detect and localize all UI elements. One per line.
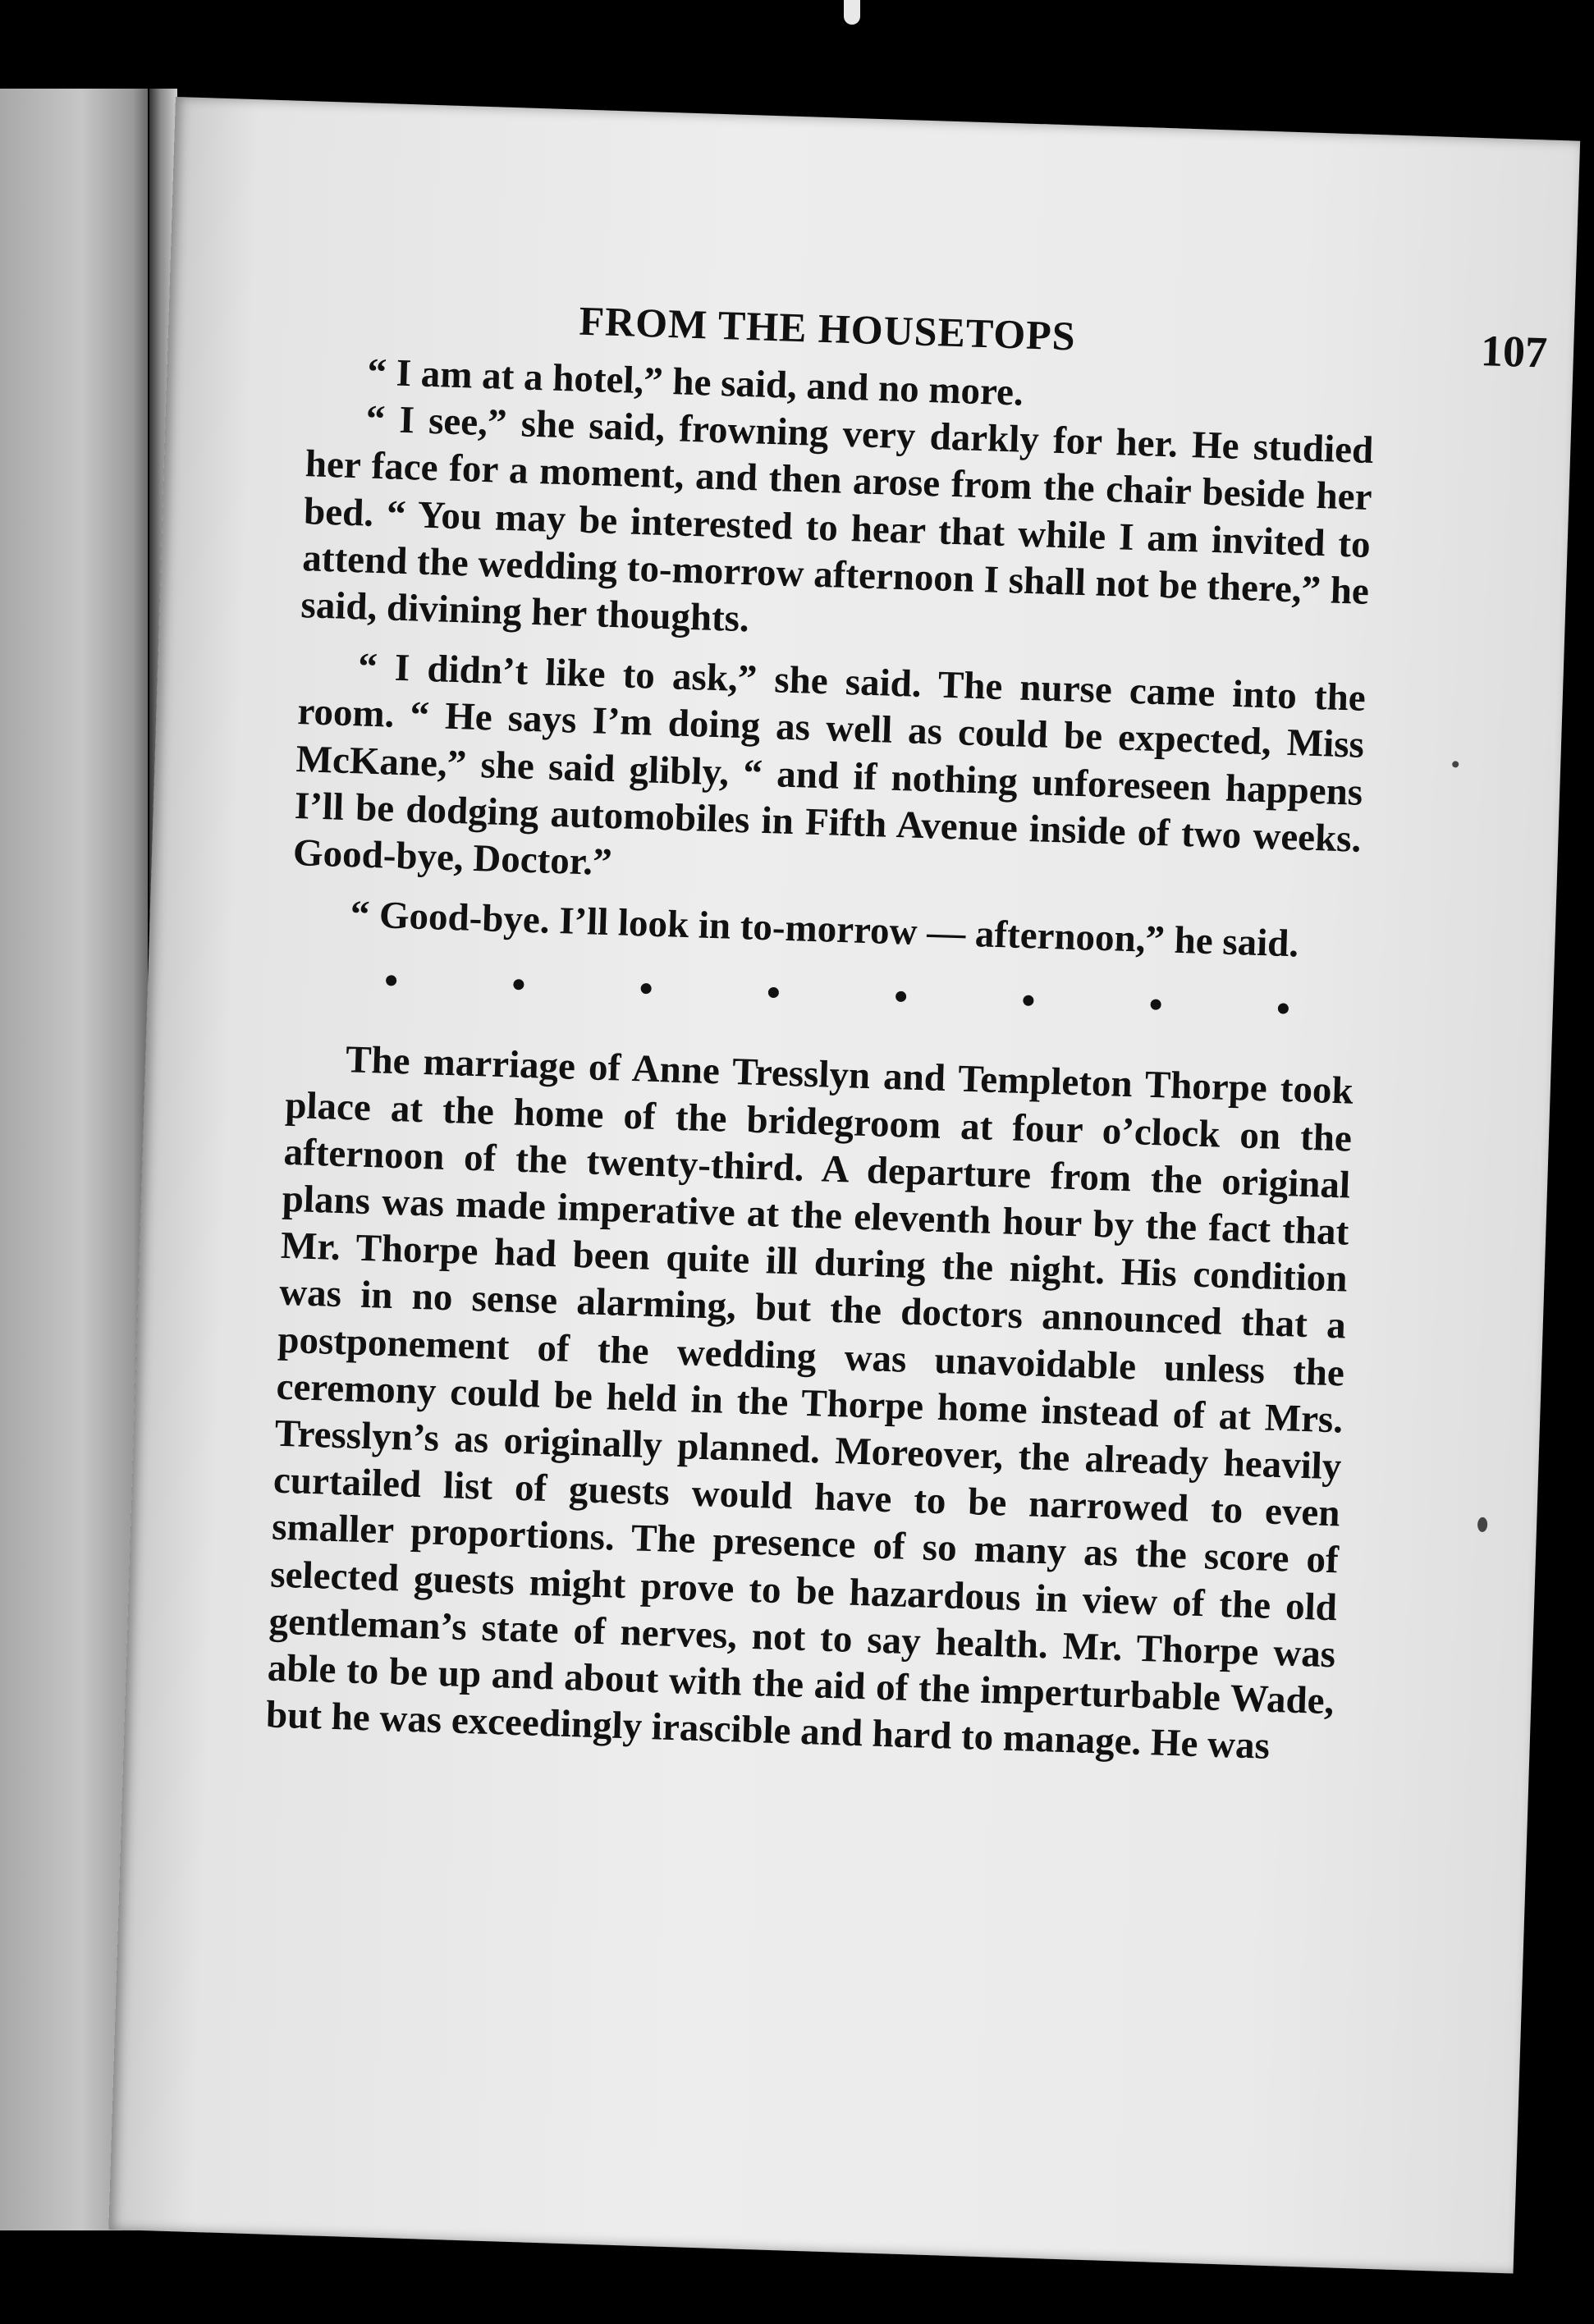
scan-mark bbox=[844, 0, 860, 25]
paragraph: “ I see,” she said, frowning very darkly for her. He studied her face for a moment, and then arose from the chair beside her bed. “ You may be interested to hear that while I am invited to attend the wedding to-morrow afternoon I shall not be there,” he said, divining her thoughts. bbox=[300, 397, 1374, 641]
page-number: 107 bbox=[1480, 326, 1548, 377]
section-break-dot: • bbox=[638, 967, 654, 1012]
section-break-dot: • bbox=[1276, 987, 1291, 1032]
section-break-dot: • bbox=[383, 958, 399, 1004]
scan-speck bbox=[1452, 761, 1459, 767]
section-break-dot: • bbox=[1147, 983, 1164, 1027]
paragraph: “ I didn’t like to ask,” she said. The nurse came into the room. “ He says I’m doing as well as could be expected, Miss McKane,” she said glibly, “ and if nothing unforeseen happens I’ll be dodging automobiles in Fifth Avenue inside of two weeks. Good-bye, Doctor.” bbox=[292, 645, 1367, 885]
paragraph: “ Good-bye. I’ll look in to-morrow — afternoon,” he said. bbox=[349, 893, 1299, 966]
section-break-dot: • bbox=[511, 963, 527, 1008]
book-page bbox=[108, 97, 1580, 2273]
section-break-dot: • bbox=[766, 971, 781, 1016]
section-break-dot: • bbox=[1020, 979, 1037, 1023]
paragraph: The marriage of Anne Tresslyn and Templeton Thorpe took place at the home of the bridegroom at four o’clock on the afternoon of the twenty-third. A departure from the original plans was made imperative at the eleventh hour by the fact that Mr. Thorpe had been quite ill during the night. His condition was in no sense alarming, but the doctors announced that a postponement of the wedding was unavoidable unless the ceremony could be held in the Thorpe home instead of at Mrs. Tresslyn’s as originally planned. Moreover, the already heavily curtailed list of guests would have to be narrowed to even smaller proportions. The presence of so many as the score of selected guests might prove to be hazardous in view of the old gentleman’s state of nerves, not to say health. Mr. Thorpe was able to be up and about with the aid of the imperturbable Wade, but he was exceedingly irascible and hard to manage. He was bbox=[265, 1038, 1354, 1768]
body-text bbox=[265, 347, 1376, 1772]
section-break-dot: • bbox=[893, 975, 909, 1019]
scan-speck bbox=[1477, 1517, 1488, 1532]
running-title: FROM THE HOUSETOPS bbox=[578, 297, 1077, 359]
paragraph: “ I am at a hotel,” he said, and no more. bbox=[366, 350, 1024, 414]
